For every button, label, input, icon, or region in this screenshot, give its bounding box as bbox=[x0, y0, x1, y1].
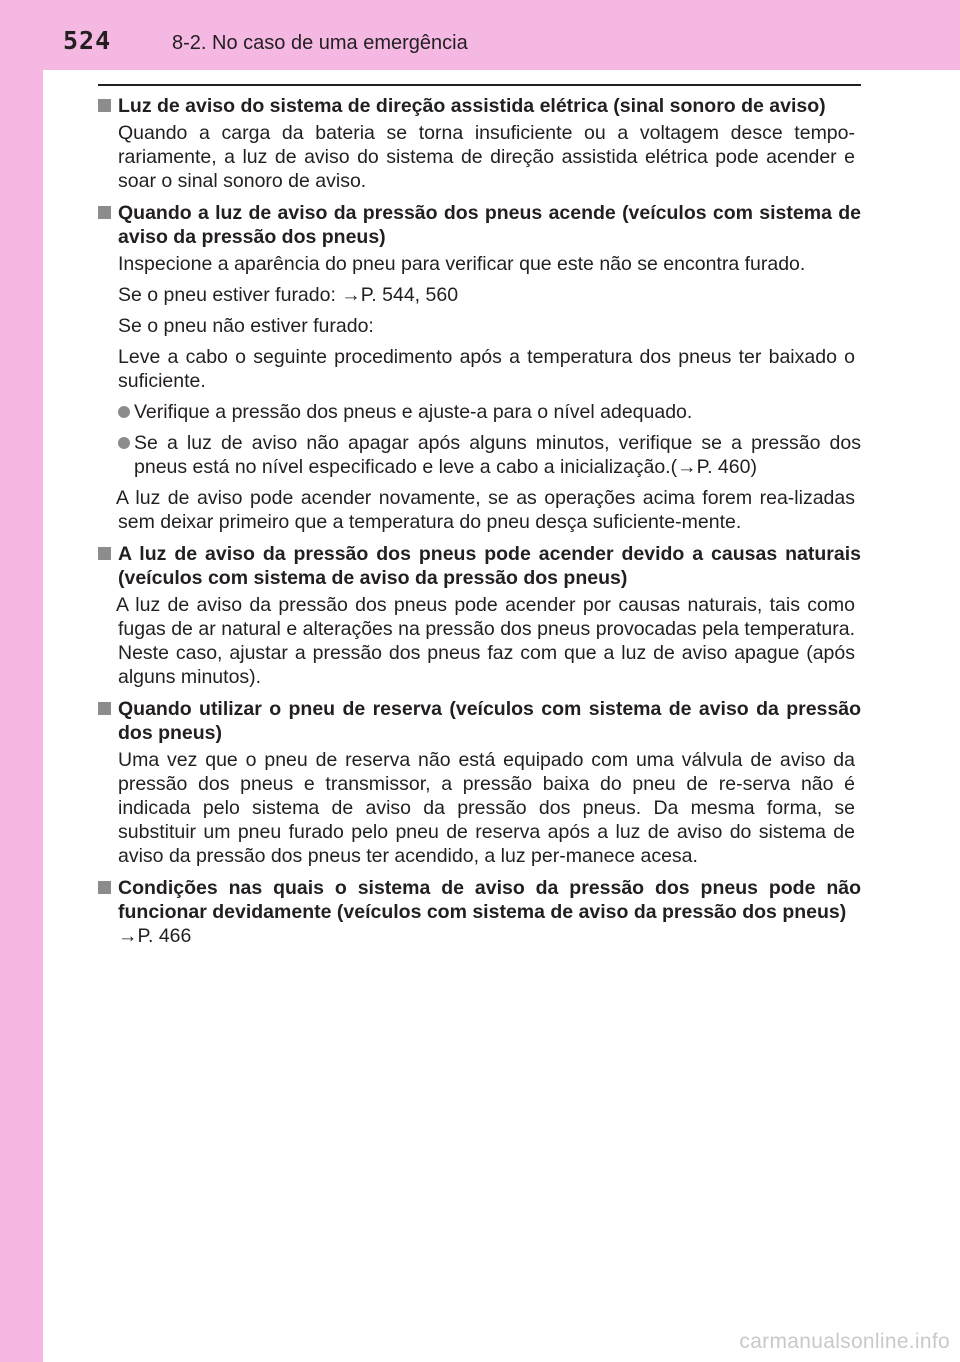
section-natural-causes bbox=[98, 542, 861, 689]
paragraph: Inspecione a aparência do pneu para verificar que este não se encontra furado. bbox=[118, 253, 806, 275]
section-tire-pressure-light bbox=[98, 201, 861, 534]
paragraph: Uma vez que o pneu de reserva não está equipado com uma válvula de aviso da pressão dos pneus e transmissor, a pressão baixa do pneu de re-serva não é indicada pelo sistema de aviso da pressão dos pneus. Da mesma forma, se substituir um pneu furado pelo pneu de reserva após a luz de aviso do sistema de aviso da pressão dos pneus ter acendido, a luz per-manece acesa. bbox=[118, 749, 855, 867]
page-reference: →P. 466 bbox=[118, 925, 192, 947]
section-heading: Condições nas quais o sistema de aviso da pressão dos pneus pode não funcionar devidamente (veículos com sistema de aviso da pressão dos pneus) bbox=[98, 876, 861, 924]
square-bullet-icon bbox=[98, 881, 111, 894]
section-malfunction-conditions bbox=[98, 876, 861, 948]
square-bullet-icon bbox=[98, 99, 111, 112]
section-spare-tire bbox=[98, 697, 861, 868]
list-item: Verifique a pressão dos pneus e ajuste-a para o nível adequado. bbox=[118, 400, 861, 424]
list-item: Se a luz de aviso não apagar após alguns minutos, verifique se a pressão dos pneus está no nível especificado e leve a cabo a inicialização.(→P. 460) bbox=[118, 431, 861, 479]
section-power-steering bbox=[98, 94, 861, 193]
square-bullet-icon bbox=[98, 206, 111, 219]
section-heading: A luz de aviso da pressão dos pneus pode acender devido a causas naturais (veículos com sistema de aviso da pressão dos pneus) bbox=[98, 542, 861, 590]
paragraph: Leve a cabo o seguinte procedimento após a temperatura dos pneus ter baixado o suficiente. bbox=[118, 346, 855, 392]
paragraph: Se o pneu não estiver furado: bbox=[118, 315, 374, 337]
chapter-title: 8-2. No caso de uma emergência bbox=[172, 32, 468, 54]
paragraph: A luz de aviso pode acender novamente, se as operações acima forem rea-lizadas sem deixar primeiro que a temperatura do pneu desça suficiente-mente. bbox=[116, 487, 855, 533]
square-bullet-icon bbox=[98, 702, 111, 715]
header-band bbox=[0, 0, 960, 70]
circle-bullet-icon bbox=[118, 406, 130, 418]
paragraph: A luz de aviso da pressão dos pneus pode acender por causas naturais, tais como fugas de ar natural e alterações na pressão dos pneus provocadas pela temperatura. Neste caso, ajustar a pressão dos pneus faz com que a luz de aviso apague (após alguns minutos). bbox=[116, 594, 855, 688]
page-content bbox=[98, 94, 861, 956]
section-heading: Luz de aviso do sistema de direção assistida elétrica (sinal sonoro de aviso) bbox=[98, 94, 861, 118]
page-reference: Se o pneu estiver furado: →P. 544, 560 bbox=[118, 284, 459, 306]
header-rule bbox=[98, 84, 861, 86]
circle-bullet-icon bbox=[118, 437, 130, 449]
square-bullet-icon bbox=[98, 547, 111, 560]
section-heading: Quando utilizar o pneu de reserva (veículos com sistema de aviso da pressão dos pneus) bbox=[98, 697, 861, 745]
page-number: 524 bbox=[63, 26, 112, 55]
watermark: carmanualsonline.info bbox=[739, 1330, 950, 1353]
section-heading: Quando a luz de aviso da pressão dos pneus acende (veículos com sistema de aviso da pressão dos pneus) bbox=[98, 201, 861, 249]
paragraph: Quando a carga da bateria se torna insuficiente ou a voltagem desce tempo-rariamente, a luz de aviso do sistema de direção assistida elétrica pode acender e soar o sinal sonoro de aviso. bbox=[118, 122, 855, 192]
side-color-band bbox=[0, 0, 43, 1362]
